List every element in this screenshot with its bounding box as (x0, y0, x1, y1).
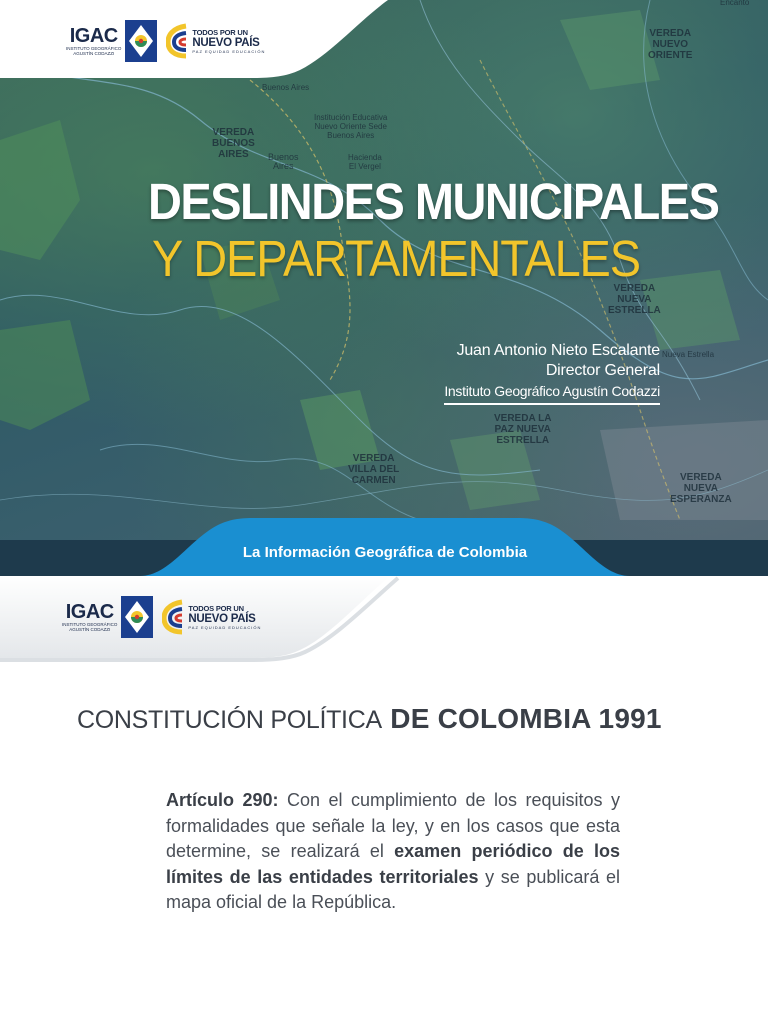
slogan-line-1: TODOS POR UN (192, 27, 248, 37)
igac-wordmark: IGAC (69, 25, 118, 47)
article-bold-text: examen periódico de los límites de las entidades territoriales (166, 841, 620, 887)
map-label-vereda-buenos-aires: VEREDA BUENOS AIRES (212, 127, 255, 160)
heading-regular: CONSTITUCIÓN POLÍTICA (77, 706, 382, 734)
slogan-line-1-2: TODOS POR UN (188, 603, 244, 613)
igac-emblem-icon (124, 19, 158, 63)
article-label: Artículo 290: (166, 790, 279, 810)
logos-header (66, 19, 265, 63)
slogan-line-2: NUEVO PAÍS (192, 36, 260, 49)
map-label-vereda-nueva-estrella: VEREDA NUEVA ESTRELLA (608, 283, 661, 316)
map-label-hacienda: Hacienda El Vergel (348, 153, 382, 171)
map-label-encanto: Encanto (720, 0, 750, 7)
author-institution: Instituto Geográfico Agustín Codazzi (444, 381, 660, 405)
article-text-2: y se publicará el mapa oficial de la República. (166, 866, 620, 912)
igac-logo (66, 19, 158, 63)
igac-wordmark-2: IGAC (65, 601, 114, 623)
igac-logo-2 (62, 595, 154, 639)
cover-title-line-1: DESLINDES MUNICIPALES (148, 173, 719, 230)
igac-subtitle-1-2: INSTITUTO GEOGRÁFICO (62, 622, 118, 627)
author-name: Juan Antonio Nieto Escalante (456, 342, 660, 359)
map-label-buenos-aires: Buenos Aires (268, 152, 299, 171)
slogan-line-3-2: PAZ EQUIDAD EDUCACIÓN (188, 624, 262, 630)
nuevo-pais-logo-2 (162, 598, 261, 636)
igac-subtitle-1: INSTITUTO GEOGRÁFICO (66, 46, 122, 51)
map-label-vereda-paz-nueva-estrella: VEREDA LA PAZ NUEVA ESTRELLA (494, 413, 552, 446)
nuevo-pais-emblem-icon (166, 22, 190, 60)
cover-title-line-2: Y DEPARTAMENTALES (152, 230, 640, 287)
map-label-vereda-villa-del-carmen: VEREDA VILLA DEL CARMEN (348, 453, 400, 486)
igac-emblem-icon (120, 595, 154, 639)
igac-subtitle-2-2: AGUSTÍN CODAZZI (69, 627, 111, 632)
logos-slide2 (62, 595, 261, 639)
tagline-text: La Información Geográfica de Colombia (242, 544, 528, 561)
slide2-heading (77, 703, 662, 735)
article-text-1: Con el cumplimiento de los requisitos y formalidades que señale la ley, y en los casos que esta determine, se realizará el (166, 790, 620, 861)
slogan-line-2-2: NUEVO PAÍS (188, 612, 256, 625)
nuevo-pais-logo (166, 22, 265, 60)
author-block (444, 341, 660, 405)
article-290-paragraph (166, 788, 620, 916)
author-role: Director General (545, 362, 660, 379)
map-label-vereda-nuevo-oriente: VEREDA NUEVO ORIENTE (648, 28, 693, 61)
map-label-buenos-aires-small: Buenos Aires (262, 83, 310, 92)
map-label-vereda-nueva-esperanza: VEREDA NUEVA ESPERANZA (670, 472, 732, 505)
igac-subtitle-2: AGUSTÍN CODAZZI (73, 51, 115, 56)
nuevo-pais-emblem-icon (162, 598, 186, 636)
map-label-nueva-estrella-small: Nueva Estrella (662, 350, 715, 359)
heading-bold: DE COLOMBIA 1991 (390, 703, 662, 734)
map-label-institucion: Institución Educativa Nuevo Oriente Sede Buenos Aires (314, 113, 388, 140)
slogan-line-3: PAZ EQUIDAD EDUCACIÓN (192, 48, 266, 54)
